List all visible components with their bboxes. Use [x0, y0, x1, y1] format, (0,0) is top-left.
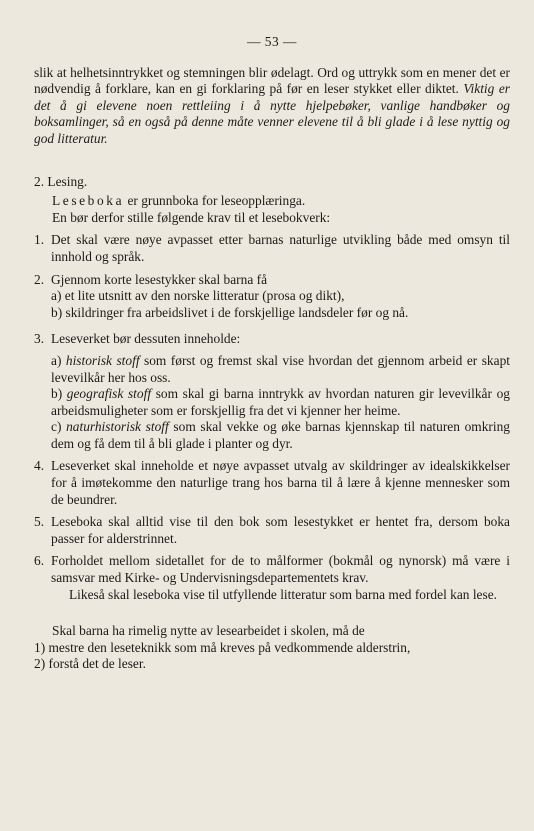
- section-intro-rest: er grunnboka for leseopplæringa.: [124, 193, 306, 209]
- list-item-text: Leseboka skal alltid vise til den bok som lesestykket er hentet fra, dersom boka passer for alderstrinnet.: [51, 514, 510, 546]
- sub-item-prefix: c): [51, 419, 67, 435]
- sub-item-text: som skal gi barna inntrykk av hvordan naturen gir levevilkår og arbeidsmuligheter som er forskjellig fra det vi kjenner her heime.: [51, 386, 510, 418]
- list-item: [34, 458, 510, 508]
- list-item: [34, 331, 510, 452]
- sub-item-text: skildringer fra arbeidslivet i de forskjellige landsdeler før og nå.: [65, 304, 409, 320]
- list-item-number: 2.: [34, 271, 45, 287]
- intro-paragraph: [34, 65, 510, 148]
- list-item-text: Det skal være nøye avpasset etter barnas naturlige utvikling både med omsyn til innhold og språk.: [51, 232, 510, 264]
- sub-item: [51, 288, 510, 305]
- intro-text: slik at helhetsinntrykket og stemningen blir ødelagt. Ord og uttrykk som en mener det er nødvendig å forklare, kan en gi forklaring på før en leser stykket eller diktet.: [34, 64, 510, 97]
- closing-point: 1) mestre den leseteknikk som må kreves på vedkommende alderstrin,: [34, 639, 411, 655]
- list-item-text: Leseverket skal inneholde et nøye avpasset utvalg av skildringer av idealskikkelser for å imøtekomme den naturlige trang hos barna til å lære å kjenne mennesker som de beundrer.: [51, 458, 510, 507]
- section-intro-line: [34, 193, 510, 210]
- list-item: [34, 514, 510, 547]
- sub-item: [51, 419, 510, 452]
- intro-italic-text: Viktig er det å gi elevene noen rettleiing i å nytte hjelpebøker, vanlige handbøker og boksamlinger, så en også på denne måte venner elevene til å bli glade i å lese nyttig og god litteratur.: [34, 81, 510, 146]
- sub-item-italic: naturhistorisk stoff: [66, 419, 169, 435]
- sub-item-text: som skal vekke og øke barnas kjennskap til naturen omkring dem og få dem til å bli glade i planter og dyr.: [51, 419, 510, 451]
- list-item-text: Gjennom korte lesestykker skal barna få: [51, 271, 268, 287]
- list-item-number: 4.: [34, 458, 45, 474]
- closing-point: 2) forstå det de leser.: [34, 656, 146, 672]
- sub-item-italic: historisk stoff: [65, 352, 140, 368]
- sub-item: [51, 386, 510, 419]
- sub-item: [51, 305, 510, 322]
- section-requirements-line: En bør derfor stille følgende krav til et lesebokverk:: [52, 209, 331, 225]
- list-item-text: Leseverket bør dessuten inneholde:: [51, 331, 241, 347]
- sub-item-prefix: b): [51, 386, 67, 402]
- list-item-number: 5.: [34, 514, 45, 530]
- closing-lead: Skal barna ha rimelig nytte av lesearbeidet i skolen, må de: [52, 623, 365, 639]
- sub-item-italic: geografisk stoff: [66, 386, 152, 402]
- sub-item-prefix: b): [51, 304, 66, 320]
- sub-item-text: et lite utsnitt av den norske litteratur (prosa og dikt),: [64, 288, 345, 304]
- list-item: [34, 553, 510, 603]
- list-item-extra: Likeså skal leseboka vise til utfyllende litteratur som barna med fordel kan lese.: [69, 586, 497, 602]
- list-item: [34, 272, 510, 322]
- sub-item: [51, 353, 510, 386]
- section-heading: 2. Lesing.: [34, 173, 88, 189]
- sub-item-prefix: a): [51, 352, 66, 368]
- list-item-text: Forholdet mellom sidetallet for de to målformer (bokmål og nynorsk) må være i samsvar med Kirke- og Undervisningsdepartementets krav.: [51, 553, 510, 586]
- spaced-word: Leseboka: [52, 193, 125, 209]
- list-item-number: 1.: [34, 232, 45, 248]
- page-number: — 53 —: [247, 34, 297, 49]
- list-item: [34, 232, 510, 265]
- list-item-number: 6.: [34, 553, 45, 569]
- sub-item-text: som først og fremst skal vise hvordan det gjennom arbeid er skapt levevilkår her hos oss.: [51, 352, 510, 385]
- sub-item-prefix: a): [51, 288, 65, 304]
- list-item-number: 3.: [34, 331, 45, 347]
